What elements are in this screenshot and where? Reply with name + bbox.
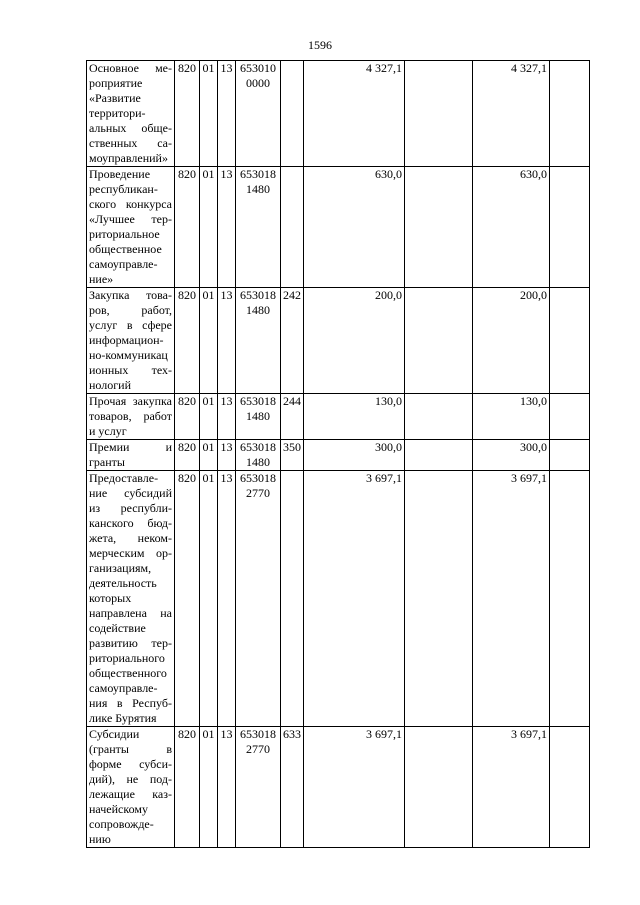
target-code-line: 2770 xyxy=(246,742,270,756)
row-name-cell xyxy=(87,61,175,167)
empty-cell xyxy=(405,61,473,167)
target-code-line: 1480 xyxy=(246,303,270,317)
target-code-line: 653018 xyxy=(240,727,276,741)
target-code-cell xyxy=(236,167,281,288)
target-code-line: 653018 xyxy=(240,471,276,485)
empty-cell xyxy=(550,288,590,394)
amount-cell: 630,0 xyxy=(473,167,550,288)
section-code-cell: 01 xyxy=(200,394,218,440)
row-name-cell xyxy=(87,471,175,727)
row-name-line: общественного xyxy=(89,666,167,680)
row-name-line: гранты xyxy=(89,455,125,469)
section-code-cell: 01 xyxy=(200,727,218,848)
row-name-line: Проведение xyxy=(89,167,151,181)
table-row xyxy=(87,440,590,471)
subsection-code-cell: 13 xyxy=(218,167,236,288)
amount-cell: 630,0 xyxy=(304,167,405,288)
row-name-line: услуг в сфере xyxy=(89,318,172,332)
row-name-line: канского бюд- xyxy=(89,516,172,530)
table-row xyxy=(87,288,590,394)
row-name-line: деятельность xyxy=(89,576,157,590)
row-name-line: Предоставле- xyxy=(89,471,159,485)
row-name-line: риториальное xyxy=(89,227,160,241)
row-name-line: самоуправле- xyxy=(89,681,158,695)
row-name-line: информацион- xyxy=(89,333,164,347)
row-name-line: общественное xyxy=(89,242,162,256)
row-name-line: ственных са- xyxy=(89,136,172,150)
amount-cell: 4 327,1 xyxy=(473,61,550,167)
budget-table xyxy=(86,60,590,848)
row-name-line: Основное ме- xyxy=(89,61,172,75)
row-name-line: Закупка това- xyxy=(89,288,172,302)
row-name-line: товаров, работ xyxy=(89,409,172,423)
target-code-cell xyxy=(236,471,281,727)
empty-cell xyxy=(405,440,473,471)
expense-type-cell: 242 xyxy=(281,288,304,394)
row-name-cell xyxy=(87,440,175,471)
row-name-line: и услуг xyxy=(89,424,127,438)
row-name-line: республикан- xyxy=(89,182,158,196)
row-name-line: ского конкурса xyxy=(89,197,172,211)
amount-cell: 300,0 xyxy=(473,440,550,471)
section-code-cell: 01 xyxy=(200,61,218,167)
empty-cell xyxy=(550,727,590,848)
row-name-line: из республи- xyxy=(89,501,172,515)
expense-type-cell: 633 xyxy=(281,727,304,848)
target-code-cell xyxy=(236,727,281,848)
amount-cell: 4 327,1 xyxy=(304,61,405,167)
page-number: 1596 xyxy=(308,38,332,52)
row-name-line: нию xyxy=(89,832,111,846)
ministry-code-cell: 820 xyxy=(175,167,200,288)
target-code-cell xyxy=(236,440,281,471)
ministry-code-cell: 820 xyxy=(175,61,200,167)
empty-cell xyxy=(550,394,590,440)
target-code-line: 653010 xyxy=(240,61,276,75)
target-code-cell xyxy=(236,394,281,440)
section-code-cell: 01 xyxy=(200,440,218,471)
row-name-line: «Развитие xyxy=(89,91,141,105)
row-name-line: ние субсидий xyxy=(89,486,172,500)
row-name-line: (гранты в xyxy=(89,742,172,756)
target-code-line: 1480 xyxy=(246,182,270,196)
target-code-line: 653018 xyxy=(240,288,276,302)
row-name-cell xyxy=(87,167,175,288)
row-name-line: нологий xyxy=(89,378,132,392)
target-code-line: 2770 xyxy=(246,486,270,500)
amount-cell: 3 697,1 xyxy=(304,727,405,848)
row-name-line: форме субси- xyxy=(89,757,172,771)
row-name-line: самоуправле- xyxy=(89,257,158,271)
empty-cell xyxy=(550,61,590,167)
subsection-code-cell: 13 xyxy=(218,440,236,471)
subsection-code-cell: 13 xyxy=(218,394,236,440)
expense-type-cell: 350 xyxy=(281,440,304,471)
amount-cell: 3 697,1 xyxy=(473,471,550,727)
row-name-line: альных обще- xyxy=(89,121,172,135)
section-code-cell: 01 xyxy=(200,167,218,288)
empty-cell xyxy=(405,727,473,848)
row-name-line: но-коммуникац xyxy=(89,348,168,362)
target-code-cell xyxy=(236,288,281,394)
expense-type-cell: 244 xyxy=(281,394,304,440)
row-name-line: Субсидии xyxy=(89,727,140,741)
subsection-code-cell: 13 xyxy=(218,288,236,394)
row-name-cell xyxy=(87,394,175,440)
row-name-line: ния в Респуб- xyxy=(89,696,172,710)
empty-cell xyxy=(550,167,590,288)
row-name-line: Прочая закупка xyxy=(89,394,172,408)
expense-type-cell xyxy=(281,471,304,727)
table-row xyxy=(87,727,590,848)
amount-cell: 130,0 xyxy=(473,394,550,440)
target-code-cell xyxy=(236,61,281,167)
ministry-code-cell: 820 xyxy=(175,727,200,848)
row-name-line: сопровожде- xyxy=(89,817,154,831)
amount-cell: 200,0 xyxy=(473,288,550,394)
empty-cell xyxy=(550,471,590,727)
row-name-line: ние» xyxy=(89,272,114,286)
row-name-line: роприятие xyxy=(89,76,143,90)
amount-cell: 3 697,1 xyxy=(304,471,405,727)
amount-cell: 3 697,1 xyxy=(473,727,550,848)
table-row xyxy=(87,394,590,440)
ministry-code-cell: 820 xyxy=(175,471,200,727)
row-name-cell xyxy=(87,727,175,848)
row-name-line: направлена на xyxy=(89,606,172,620)
empty-cell xyxy=(550,440,590,471)
empty-cell xyxy=(405,167,473,288)
row-name-line: ионных тех- xyxy=(89,363,172,377)
row-name-line: лике Бурятия xyxy=(89,711,157,725)
table-row xyxy=(87,167,590,288)
row-name-line: которых xyxy=(89,591,132,605)
subsection-code-cell: 13 xyxy=(218,727,236,848)
row-name-cell xyxy=(87,288,175,394)
row-name-line: жета, неком- xyxy=(89,531,172,545)
target-code-line: 653018 xyxy=(240,440,276,454)
table-row xyxy=(87,61,590,167)
amount-cell: 130,0 xyxy=(304,394,405,440)
target-code-line: 653018 xyxy=(240,394,276,408)
amount-cell: 200,0 xyxy=(304,288,405,394)
ministry-code-cell: 820 xyxy=(175,440,200,471)
row-name-line: «Лучшее тер- xyxy=(89,212,172,226)
amount-cell: 300,0 xyxy=(304,440,405,471)
table-row xyxy=(87,471,590,727)
row-name-line: начейскому xyxy=(89,802,148,816)
ministry-code-cell: 820 xyxy=(175,394,200,440)
target-code-line: 1480 xyxy=(246,409,270,423)
row-name-line: развитию тер- xyxy=(89,636,172,650)
empty-cell xyxy=(405,394,473,440)
section-code-cell: 01 xyxy=(200,471,218,727)
subsection-code-cell: 13 xyxy=(218,471,236,727)
row-name-line: территори- xyxy=(89,106,146,120)
target-code-line: 0000 xyxy=(246,76,270,90)
expense-type-cell xyxy=(281,61,304,167)
expense-type-cell xyxy=(281,167,304,288)
row-name-line: Премии и xyxy=(89,440,172,454)
row-name-line: риториального xyxy=(89,651,165,665)
section-code-cell: 01 xyxy=(200,288,218,394)
empty-cell xyxy=(405,288,473,394)
row-name-line: содействие xyxy=(89,621,146,635)
row-name-line: ганизациям, xyxy=(89,561,152,575)
target-code-line: 653018 xyxy=(240,167,276,181)
row-name-line: мерческим ор- xyxy=(89,546,172,560)
row-name-line: лежащие каз- xyxy=(89,787,172,801)
row-name-line: моуправлений» xyxy=(89,151,168,165)
row-name-line: дий), не под- xyxy=(89,772,172,786)
row-name-line: ров, работ, xyxy=(89,303,172,317)
target-code-line: 1480 xyxy=(246,455,270,469)
subsection-code-cell: 13 xyxy=(218,61,236,167)
empty-cell xyxy=(405,471,473,727)
ministry-code-cell: 820 xyxy=(175,288,200,394)
